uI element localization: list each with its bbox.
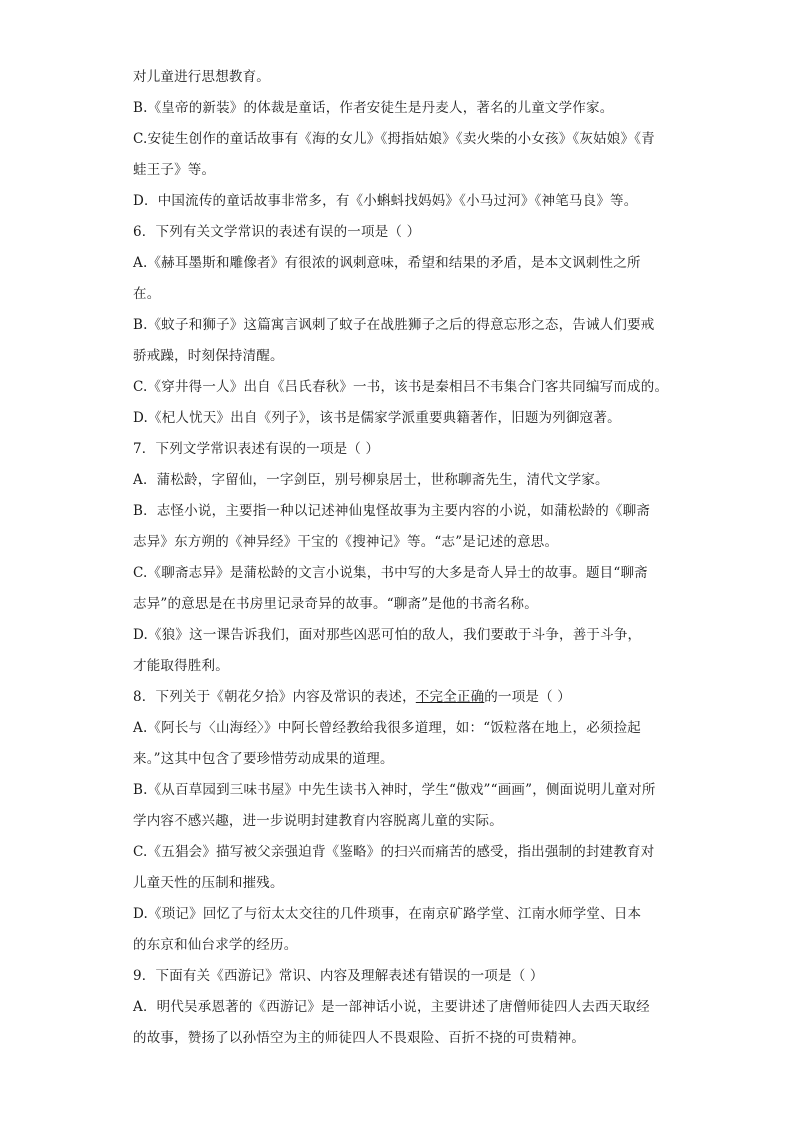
question-6-stem: 6．下列有关文学常识的表述有误的一项是（ ） bbox=[133, 224, 421, 240]
text-line: 志异》东方朔的《神异经》干宝的《搜神记》等。“志”是记述的意思。 bbox=[133, 534, 559, 550]
text-line: 的故事，赞扬了以孙悟空为主的师徒四人不畏艰险、百折不挠的可贵精神。 bbox=[133, 1030, 586, 1046]
text-line: C.《穿井得一人》出自《吕氏春秋》一书，该书是秦相吕不韦集合门客共同编写而成的。 bbox=[133, 379, 669, 395]
question-8-stem bbox=[133, 682, 673, 713]
text-line: 儿童天性的压制和摧残。 bbox=[133, 875, 284, 891]
text-line: A.《赫耳墨斯和雕像者》有很浓的讽刺意味，希望和结果的矛盾，是本文讽刺性之所 bbox=[133, 255, 641, 271]
text-line: A.《阿长与〈山海经〉》中阿长曾经教给我很多道理，如：“饭粒落在地上，必须捡起 bbox=[133, 720, 641, 736]
text-line: B.《从百草园到三味书屋》中先生读书入神时，学生“傲戏”“画画”，侧面说明儿童对所 bbox=[133, 782, 656, 798]
text-line: D.《狼》这一课告诉我们，面对那些凶恶可怕的敌人，我们要敢于斗争，善于斗争， bbox=[133, 627, 642, 643]
text-line: C.《聊斋志异》是蒲松龄的文言小说集，书中写的大多是奇人异士的故事。题目“聊斋 bbox=[133, 565, 648, 581]
text-line: C.安徒生创作的童话故事有《海的女儿》《拇指姑娘》《卖火柴的小女孩》《灰姑娘》《青 bbox=[133, 131, 655, 147]
text-line: D.《杞人忧天》出自《列子》，该书是儒家学派重要典籍著作，旧题为列御寇著。 bbox=[133, 410, 621, 426]
question-9-stem: 9．下面有关《西游记》常识、内容及理解表述有错误的一项是（ ） bbox=[133, 968, 544, 984]
text-line: B．志怪小说，主要指一种以记述神仙鬼怪故事为主要内容的小说，如蒲松龄的《聊斋 bbox=[133, 503, 651, 519]
text-line: D.《琐记》回忆了与衍太太交往的几件琐事，在南京矿路学堂、江南水师学堂、日本 bbox=[133, 906, 642, 922]
text-line: C.《五猖会》描写被父亲强迫背《鉴略》的扫兴而痛苦的感受，指出强制的封建教育对 bbox=[133, 844, 655, 860]
text-line: 来。”这其中包含了要珍惜劳动成果的道理。 bbox=[133, 751, 394, 767]
text-line: B.《蚊子和狮子》这篇寓言讽刺了蚊子在战胜狮子之后的得意忘形之态，告诫人们要戒 bbox=[133, 317, 655, 333]
text-line: B.《皇帝的新装》的体裁是童话，作者安徒生是丹麦人，著名的儿童文学作家。 bbox=[133, 100, 614, 116]
text-line: D．中国流传的童话故事非常多，有《小蝌蚪找妈妈》《小马过河》《神笔马良》等。 bbox=[133, 193, 638, 209]
text-line: 蛙王子》等。 bbox=[133, 162, 216, 178]
question-7-stem: 7．下列文学常识表述有误的一项是（ ） bbox=[133, 441, 380, 457]
q8-text-before: 8．下列关于《朝花夕拾》内容及常识的表述， bbox=[133, 689, 416, 705]
text-line: A．蒲松龄，字留仙，一字剑臣，别号柳泉居士，世称聊斋先生，清代文学家。 bbox=[133, 472, 609, 488]
document-body bbox=[133, 62, 673, 1054]
text-line: 志异”的意思是在书房里记录奇异的故事。“聊斋”是他的书斋名称。 bbox=[133, 596, 538, 612]
text-line: 对儿童进行思想教育。 bbox=[133, 69, 270, 85]
text-line: 在。 bbox=[133, 286, 161, 302]
text-line: 骄戒躁，时刻保持清醒。 bbox=[133, 348, 284, 364]
q8-text-after: 的一项是（ ） bbox=[484, 689, 571, 705]
q8-underlined-text: 不完全正确 bbox=[415, 689, 485, 705]
text-line: 才能取得胜利。 bbox=[133, 658, 229, 674]
text-line: 的东京和仙台求学的经历。 bbox=[133, 937, 298, 953]
text-line: A．明代吴承恩著的《西游记》是一部神话小说，主要讲述了唐僧师徒四人去西天取经 bbox=[133, 999, 650, 1015]
text-line: 学内容不感兴趣，进一步说明封建教育内容脱离儿童的实际。 bbox=[133, 813, 503, 829]
